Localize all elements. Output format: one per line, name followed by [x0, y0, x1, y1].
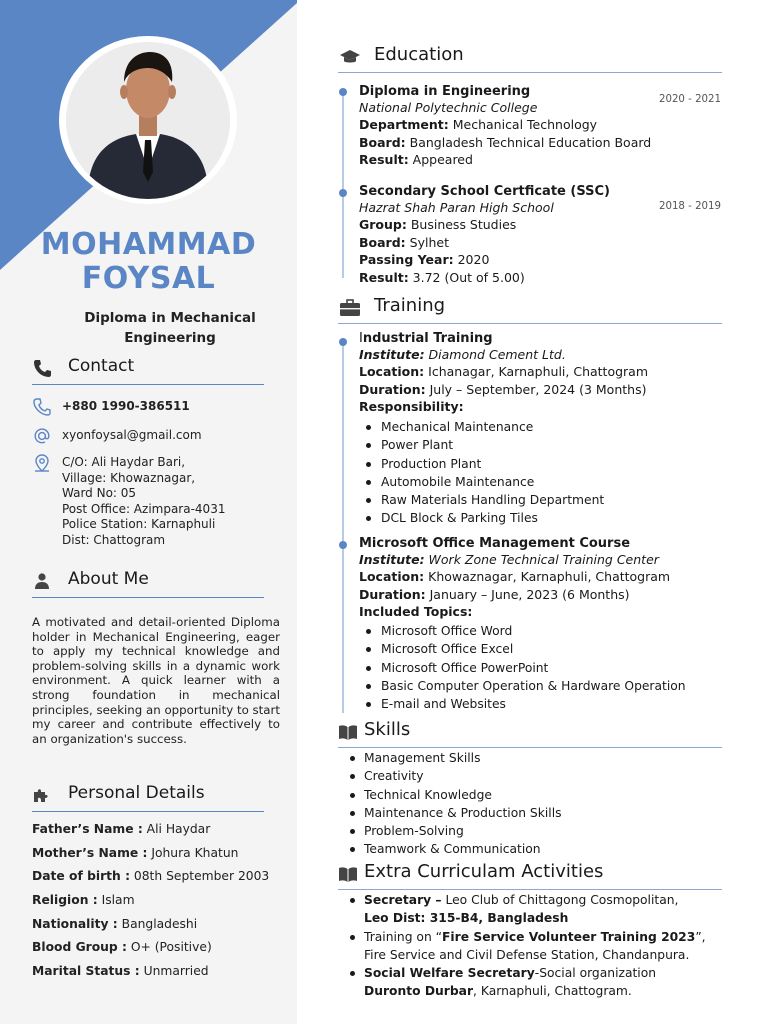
phone-icon [32, 397, 52, 417]
contact-heading-text: Contact [68, 356, 135, 376]
skill-item: Maintenance & Production Skills [343, 804, 723, 822]
row-label: Duration: [359, 381, 426, 397]
row-value: Ichanagar, Karnaphuli, Chattogram [424, 364, 649, 380]
activity-text: , Karnaphuli, Chattogram. [473, 984, 632, 999]
activity-text: Fire Service and Civil Defense Station, Chandanpura. [364, 947, 690, 962]
education-row [359, 134, 729, 152]
list-item: DCL Block & Parking Tiles [359, 509, 729, 527]
skill-item: Problem-Solving [343, 822, 723, 840]
education-heading-text: Education [374, 44, 464, 65]
row-label: Duration: [359, 586, 426, 602]
education-row [359, 269, 729, 287]
row-label: Location: [359, 364, 425, 380]
timeline-dot [339, 88, 347, 96]
timeline-dot [339, 189, 347, 197]
row-label: Responsibility: [359, 399, 464, 415]
skill-item: Technical Knowledge [343, 786, 723, 804]
role-line-2: Engineering [124, 330, 216, 346]
personal-row [32, 939, 292, 955]
row-value: Appeared [408, 152, 473, 168]
education-row [359, 216, 729, 234]
name-last: FOYSAL [81, 261, 216, 296]
personal-label: Date of birth : [32, 869, 130, 883]
book-icon [338, 723, 358, 741]
education-timeline [342, 92, 344, 278]
row-value: Diamond Cement Ltd. [424, 346, 566, 362]
education-dates: 2018 - 2019 [658, 201, 721, 212]
skills-heading-text: Skills [364, 719, 411, 740]
personal-label: Marital Status : [32, 964, 140, 978]
training-duration [359, 381, 729, 399]
row-label: Institute: [359, 346, 425, 362]
contact-phone[interactable]: +880 1990-386511 [62, 399, 190, 413]
row-value: 3.72 (Out of 5.00) [408, 269, 525, 285]
address-line: Ward No: 05 [62, 486, 137, 501]
skill-item: Creativity [343, 767, 723, 785]
list-item: Automobile Maintenance [359, 473, 729, 491]
list-item: Power Plant [359, 436, 729, 454]
row-value: Mechanical Technology [448, 117, 598, 133]
education-institute: National Polytechnic College [359, 99, 538, 115]
candidate-name [0, 228, 297, 296]
activity-text: ”, [695, 929, 706, 944]
skill-item: Teamwork & Communication [343, 840, 723, 858]
personal-label: Father’s Name : [32, 822, 143, 836]
about-heading-text: About Me [68, 569, 149, 589]
contact-address [62, 455, 282, 549]
personal-label: Mother’s Name : [32, 846, 148, 860]
personal-value: Bangladeshi [117, 917, 198, 931]
personal-label: Religion : [32, 893, 98, 907]
row-label: Result: [359, 269, 409, 285]
list-item: Microsoft Office Excel [359, 640, 729, 658]
training-location [359, 363, 729, 381]
personal-value: Unmarried [139, 964, 209, 978]
education-heading [338, 45, 722, 73]
education-row [359, 116, 729, 134]
row-label: Included Topics: [359, 604, 473, 620]
education-row [359, 251, 729, 269]
personal-heading [32, 782, 264, 812]
training-item [359, 535, 729, 621]
puzzle-icon [32, 785, 52, 805]
personal-value: Islam [97, 893, 135, 907]
activity-text: Training on “ [364, 929, 443, 944]
row-value: July – September, 2024 (3 Months) [425, 381, 647, 397]
graduation-cap-icon [340, 48, 360, 66]
row-value: 2020 [453, 252, 490, 268]
row-label: Institute: [359, 551, 425, 567]
activity-item [343, 964, 723, 1001]
personal-label: Blood Group : [32, 940, 127, 954]
address-line: C/O: Ali Haydar Bari, [62, 455, 186, 469]
personal-row [32, 845, 292, 861]
row-label: Result: [359, 152, 409, 168]
address-line: Police Station: Karnaphuli [62, 517, 216, 532]
about-heading [32, 568, 264, 598]
row-value: Sylhet [405, 234, 449, 250]
row-value: January – June, 2023 (6 Months) [425, 586, 630, 602]
education-institute: Hazrat Shah Paran High School [359, 199, 554, 215]
row-value: Bangladesh Technical Education Board [405, 134, 652, 150]
personal-label: Nationality : [32, 917, 118, 931]
personal-row [32, 916, 292, 932]
education-row [359, 234, 729, 252]
activity-role: Fire Service Volunteer Training 2023 [442, 929, 696, 944]
training-timeline [342, 343, 344, 713]
training-item [359, 330, 729, 416]
activity-detail: Duronto Durbar [364, 984, 474, 999]
skills-list [343, 749, 723, 859]
personal-value: Johura Khatun [147, 846, 239, 860]
skill-item: Management Skills [343, 749, 723, 767]
row-value: Work Zone Technical Training Center [424, 551, 659, 567]
training-list-label [359, 603, 729, 621]
list-item: Microsoft Office PowerPoint [359, 659, 729, 677]
education-item [359, 183, 729, 287]
activity-role: Secretary – [364, 893, 442, 907]
list-item: E-mail and Websites [359, 695, 729, 713]
training-location [359, 568, 729, 586]
address-line: Post Office: Azimpara-4031 [62, 501, 226, 516]
activities-heading-text: Extra Curriculam Activities [364, 861, 604, 882]
activity-item [343, 891, 723, 928]
role-line-1: Diploma in Mechanical [84, 310, 256, 326]
education-title: Diploma in Engineering [359, 84, 531, 99]
candidate-role [60, 308, 280, 348]
row-value: Business Studies [406, 217, 517, 233]
location-pin-icon [32, 453, 52, 473]
sidebar [0, 0, 297, 1024]
activity-text: -Social organization [534, 966, 657, 981]
training-institute [359, 551, 729, 569]
at-icon [32, 426, 52, 446]
activity-text: Leo Club of Chittagong Cosmopolitan, [441, 893, 679, 907]
activities-list [343, 891, 723, 1001]
briefcase-icon [340, 299, 360, 317]
personal-value: 08th September 2003 [130, 869, 270, 883]
profile-photo [66, 42, 230, 199]
skills-heading [338, 720, 722, 748]
timeline-dot [339, 541, 347, 549]
about-text: A motivated and detail-oriented Diploma holder in Mechanical Engineering, eager to apply my technical knowledge and problem-solving skills in a dynamic work environment. A quick learner with a strong foundation in mechanical principles, seeking an opportunity to start my career and contribute effectively to an organization's success. [32, 615, 281, 746]
user-icon [32, 571, 52, 591]
timeline-dot [339, 338, 347, 346]
list-item: Basic Computer Operation & Hardware Operation [359, 677, 729, 695]
training-title: Microsoft Office Management Course [359, 536, 631, 551]
list-item: Raw Materials Handling Department [359, 491, 729, 509]
training-heading-text: Training [374, 295, 446, 316]
training-institute [359, 346, 729, 364]
training-list-label [359, 398, 729, 416]
address-line: Village: Khowaznagar, [62, 470, 196, 485]
personal-row [32, 868, 292, 884]
education-title: Secondary School Certficate (SSC) [359, 184, 610, 199]
education-row [359, 151, 729, 169]
title-initial: I [359, 331, 363, 346]
personal-row [32, 892, 292, 908]
activity-item [343, 928, 723, 965]
list-item: Production Plant [359, 455, 729, 473]
row-label: Group: [359, 217, 407, 233]
activity-role: Social Welfare Secretary [364, 966, 535, 981]
book-icon [338, 865, 358, 883]
topics-list [359, 622, 729, 713]
address-line: Dist: Chattogram [62, 532, 166, 547]
title-rest: ndustrial Training [362, 331, 493, 346]
activity-detail: Leo Dist: 315-B4, Bangladesh [364, 911, 569, 926]
row-value: Khowaznagar, Karnaphuli, Chattogram [424, 569, 671, 585]
training-heading [338, 296, 722, 324]
row-label: Passing Year: [359, 252, 454, 268]
responsibility-list [359, 418, 729, 528]
personal-heading-text: Personal Details [68, 783, 205, 803]
row-label: Board: [359, 234, 406, 250]
contact-email[interactable]: xyonfoysal@gmail.com [62, 428, 202, 442]
row-label: Board: [359, 134, 406, 150]
list-item: Microsoft Office Word [359, 622, 729, 640]
personal-value: Ali Haydar [142, 822, 211, 836]
training-duration [359, 586, 729, 604]
row-label: Department: [359, 117, 449, 133]
contact-heading [32, 355, 264, 385]
row-label: Location: [359, 569, 425, 585]
name-first: MOHAMMAD [40, 227, 257, 262]
phone-icon [32, 358, 52, 378]
education-dates: 2020 - 2021 [658, 94, 721, 105]
personal-row [32, 963, 292, 979]
activities-heading [338, 862, 722, 890]
list-item: Mechanical Maintenance [359, 418, 729, 436]
personal-row [32, 821, 292, 837]
personal-value: O+ (Positive) [126, 940, 212, 954]
